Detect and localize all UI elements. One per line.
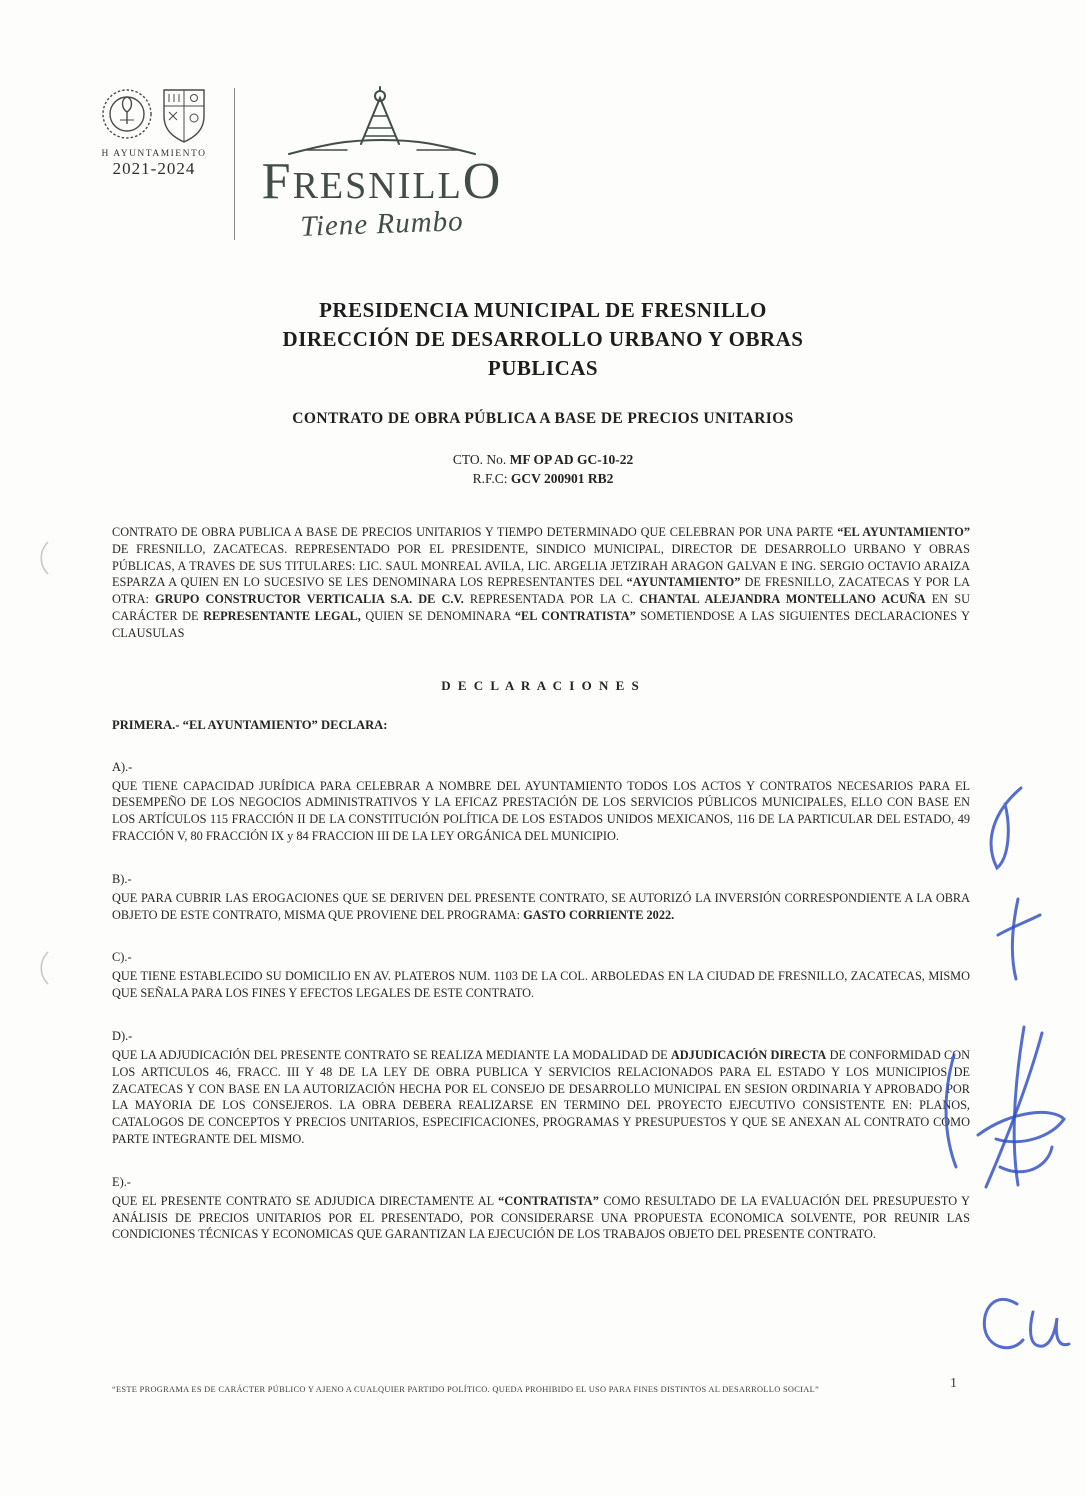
municipal-seal-block (90, 86, 218, 179)
clause-c-text: QUE TIENE ESTABLECIDO SU DOMICILIO EN AV. PLATEROS NUM. 1103 DE LA COL. ARBOLEDAS EN LA CIUDAD DE FRESNILLO, ZACATECAS, MISMO QUE SEÑALA PARA LOS FINES Y EFECTOS LEGALES DE ESTE CONTRATO. (112, 969, 970, 1001)
page-number: 1 (950, 1376, 957, 1391)
pen-mark-2-icon (988, 893, 1048, 985)
primera-heading: PRIMERA.- “EL AYUNTAMIENTO” DECLARA: (112, 717, 388, 732)
contract-number-value: MF OP AD GC-10-22 (509, 452, 634, 467)
document-header (90, 86, 507, 241)
clause-e-label: E).- (112, 1174, 131, 1189)
wordmark-last-letter: O (462, 153, 503, 210)
wordmark-first-letter: F (261, 153, 293, 210)
seal-caption: H AYUNTAMIENTO (101, 149, 207, 159)
clause-a-label: A).- (112, 759, 133, 774)
clause-a-text: QUE TIENE CAPACIDAD JURÍDICA PARA CELEBRAR A NOMBRE DEL AYUNTAMIENTO TODOS LOS ACTOS Y CONTRATOS NECESARIOS PARA EL DESEMPEÑO DE LOS NEGOCIOS ADMINISTRATIVOS Y LA EFICAZ PRESTACIÓN DE LOS SERVICIOS PÚBLICOS MUNICIPALES, ELLO CON BASE EN LOS ARTÍCULOS 115 FRACCIÓN II DE LA CONSTITUCIÓN POLÍTICA DE LOS ESTADOS UNIDOS MEXICANOS, 116 DE LA PARTICULAR DEL ESTADO, 49 FRACCIÓN V, 80 FRACCIÓN IX y 84 FRACCION III DE LA LEY ORGÁNICA DEL MUNICIPIO. (112, 778, 970, 843)
clause-b-text: QUE PARA CUBRIR LAS EROGACIONES QUE SE DERIVEN DEL PRESENTE CONTRATO, SE AUTORIZÓ LA INVERSIÓN CORRESPONDIENTE A LA OBRA OBJETO DE ESTE CONTRATO, MISMA QUE PROVIENE DEL PROGRAMA: GASTO CORRIENTE 2022. (112, 890, 970, 922)
pen-mark-1-icon (975, 782, 1045, 882)
emblems (90, 86, 218, 144)
page-title-line1: PRESIDENCIA MUNICIPAL DE FRESNILLO (319, 298, 767, 322)
page-title-line2: DIRECCIÓN DE DESARROLLO URBANO Y OBRAS (282, 327, 804, 351)
fresnillo-tagline: Tiene Rumbo (299, 205, 465, 243)
pen-mark-4-icon (975, 1282, 1079, 1364)
contract-subtitle: CONTRATO DE OBRA PÚBLICA A BASE DE PRECIOS UNITARIOS (292, 410, 794, 427)
fresnillo-wordmark (257, 153, 507, 210)
scan-crease-1 (36, 540, 52, 576)
rfc-label: R.F.C: (472, 471, 511, 486)
wordmark-middle: RESNILL (292, 165, 463, 207)
fresnillo-monument-icon (277, 86, 487, 160)
reference-block (0, 450, 1086, 488)
footer-disclaimer: “ESTE PROGRAMA ES DE CARÁCTER PÚBLICO Y AJENO A CUALQUIER PARTIDO POLÍTICO. QUEDA PROHIBIDO EL USO PARA FINES DISTINTOS AL DESARROLLO SOCIAL” (112, 1385, 820, 1394)
rfc-value: GCV 200901 RB2 (510, 471, 614, 486)
clause-d (112, 1029, 970, 1148)
rfc-line (0, 469, 1086, 488)
coat-of-arms-icon (159, 86, 209, 144)
seal-years: 2021-2024 (112, 159, 196, 178)
clause-d-text: QUE LA ADJUDICACIÓN DEL PRESENTE CONTRATO SE REALIZA MEDIANTE LA MODALIDAD DE ADJUDICACIÓN DIRECTA DE CONFORMIDAD CON LOS ARTICULOS 46, FRACC. III Y 48 DE LA LEY DE OBRA PUBLICA Y SERVICIOS RELACIONADOS PARA EL ESTADO Y LOS MUNICIPIOS DE ZACATECAS Y CON BASE EN LA AUTORIZACIÓN HECHA POR EL CONSEJO DE DESARROLLO MUNICIPAL EN SESION ORDINARIA Y APROBADO POR LA MAYORIA DE LOS CONSEJEROS. LA OBRA DEBERA REALIZARSE EN TERMINO DEL PROYECTO EJECUTIVO CONSISTENTE EN: PLANOS, CATALOGOS DE CONCEPTOS Y PRECIOS UNITARIOS, ESPECIFICACIONES, PROGRAMAS Y PRESUPUESTOS Y QUE SE ANEXAN AL CONTRATO COMO PARTE INTEGRANTE DEL MISMO. (112, 1047, 970, 1146)
contract-number-label: CTO. No. (452, 452, 510, 467)
declaraciones-heading: D E C L A R A C I O N E S (441, 677, 641, 693)
page-title (0, 296, 1086, 383)
clause-c (112, 950, 970, 1002)
municipal-seal-icon (100, 86, 154, 142)
clause-c-label: C).- (112, 950, 132, 965)
document-body (112, 524, 970, 1243)
page-title-line3: PUBLICAS (487, 356, 599, 380)
scan-crease-2 (36, 950, 52, 986)
clause-e (112, 1175, 970, 1243)
fresnillo-logo (257, 86, 507, 241)
clause-b-label: B).- (112, 871, 132, 886)
clause-e-text: QUE EL PRESENTE CONTRATO SE ADJUDICA DIRECTAMENTE AL “CONTRATISTA” COMO RESULTADO DE LA EVALUACIÓN DEL PRESUPUESTO Y ANÁLISIS DE PRECIOS UNITARIOS POR EL PRESENTADO, POR CONSIDERARSE UNA PROPUESTA ECONOMICA SOLVENTE, POR REUNIR LAS CONDICIONES TÉCNICAS Y ECONOMICAS QUE GARANTIZAN LA EJECUCIÓN DE LOS TRABAJOS OBJETO DEL PRESENTE CONTRATO. (112, 1193, 971, 1242)
clause-b (112, 872, 970, 924)
clause-d-label: D).- (112, 1028, 133, 1043)
intro-paragraph: CONTRATO DE OBRA PUBLICA A BASE DE PRECIOS UNITARIOS Y TIEMPO DETERMINADO QUE CELEBRAN POR UNA PARTE “EL AYUNTAMIENTO” DE FRESNILLO, ZACATECAS. REPRESENTADO POR EL PRESIDENTE, SINDICO MUNICIPAL, DIRECTOR DE DESARROLLO URBANO Y OBRAS PÚBLICAS, A TRAVES DE SUS TITULARES: LIC. SAUL MONREAL AVILA, LIC. ARGELIA JETZIRAH ARAGON GALVAN E ING. SERGIO OCTAVIO ARAIZA ESPARZA A QUIEN EN LO SUCESIVO SE LES DENOMINARA LOS REPRESENTANTES DEL “AYUNTAMIENTO” DE FRESNILLO, ZACATECAS Y POR LA OTRA: GRUPO CONSTRUCTOR VERTICALIA S.A. DE C.V. REPRESENTADA POR LA C. CHANTAL ALEJANDRA MONTELLANO ACUÑA EN SU CARÁCTER DE REPRESENTANTE LEGAL, QUIEN SE DENOMINARA “EL CONTRATISTA” SOMETIENDOSE A LAS SIGUIENTES DECLARACIONES Y CLAUSULAS (112, 525, 970, 640)
header-divider (234, 88, 235, 240)
clause-a (112, 760, 970, 845)
contract-number-line (0, 450, 1086, 469)
